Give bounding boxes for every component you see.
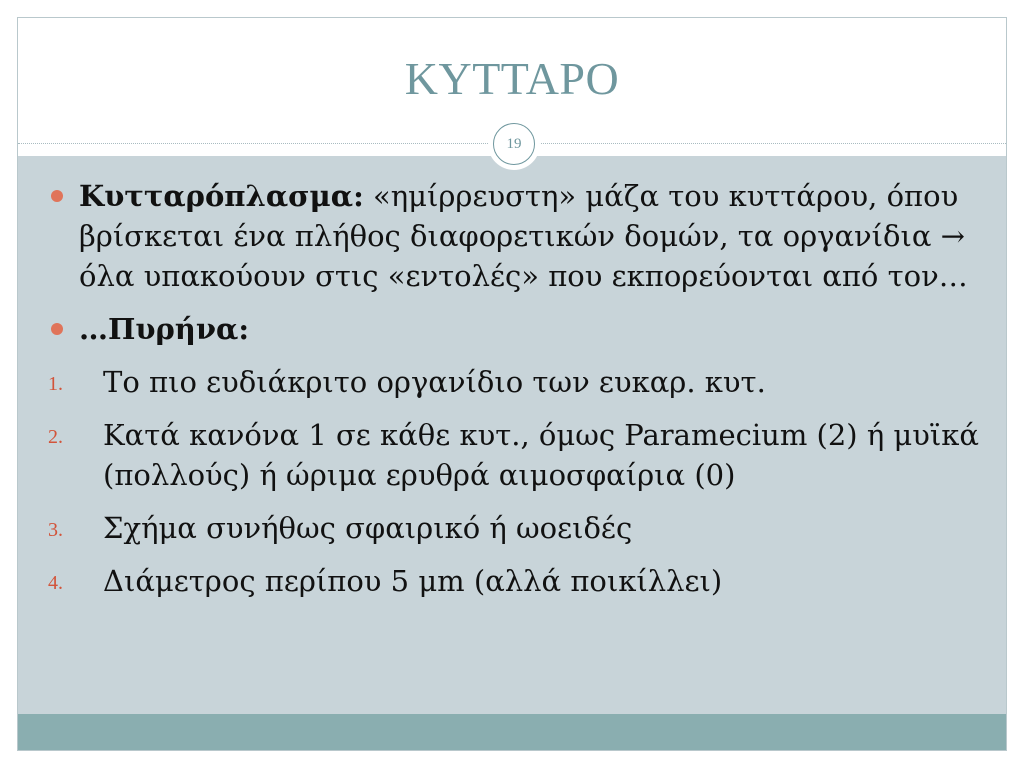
item-number: 3. [48, 519, 63, 541]
item-number: 4. [48, 572, 63, 594]
item-text: Διάμετρος περίπου 5 μm (αλλά ποικίλλει) [103, 564, 723, 598]
bullet-dot-icon [51, 190, 63, 202]
item-text: Σχήμα συνήθως σφαιρικό ή ωοειδές [103, 511, 633, 545]
page-number-badge [488, 118, 540, 170]
footer-band [18, 714, 1006, 751]
bullet-item [48, 309, 988, 349]
item-text: Το πιο ευδιάκριτο οργανίδιο των ευκαρ. κυτ. [103, 365, 766, 399]
slide [17, 17, 1007, 751]
numbered-item [48, 415, 988, 495]
item-number: 1. [48, 373, 63, 395]
bullet-text: «ημίρρευστη» μάζα του κυττάρου, όπου βρίσκεται ένα πλήθος διαφορετικών δομών, τα οργανίδια → όλα υπακούουν στις «εντολές» που εκπορεύονται από τον… [79, 179, 968, 293]
numbered-item [48, 508, 988, 548]
numbered-item [48, 561, 988, 601]
bullet-item [48, 176, 988, 296]
slide-title: ΚΥΤΤΑΡΟ [404, 53, 620, 104]
item-text: Κατά κανόνα 1 σε κάθε κυτ., όμως Paramecium (2) ή μυϊκά (πολλούς) ή ώριμα ερυθρά αιμοσφαίρια (0) [103, 418, 979, 492]
slide-body [48, 176, 988, 614]
item-number: 2. [48, 426, 63, 448]
numbered-item [48, 362, 988, 402]
bullet-dot-icon [51, 323, 63, 335]
page-number: 19 [493, 123, 535, 165]
bullet-lead: Κυτταρόπλασμα: [79, 179, 364, 213]
bullet-lead: …Πυρήνα: [79, 312, 250, 346]
